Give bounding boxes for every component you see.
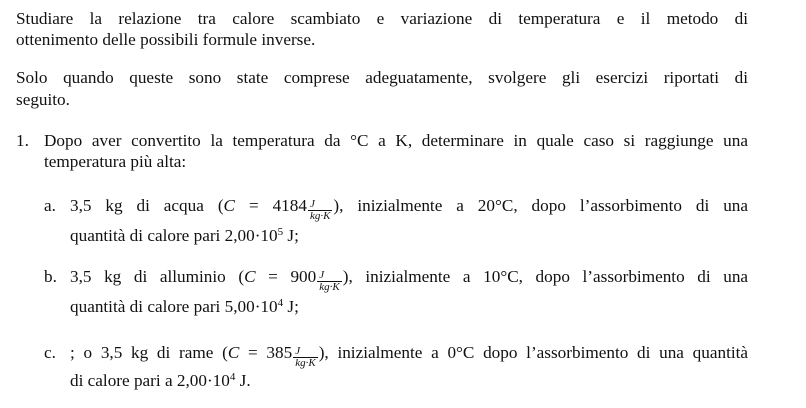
item-a-line-2-text: quantità di calore pari 2,00·10 [70, 226, 278, 245]
item-a-exponent: 5 [277, 226, 284, 238]
item-b-unit-numerator: J [319, 269, 325, 281]
item-a-label: a. [44, 196, 56, 215]
item-a-unit-numerator: J [309, 198, 315, 210]
item-c-prefix: ; o [70, 343, 93, 362]
item-c-close-paren: ), [318, 343, 329, 362]
item-c-line-1 [70, 342, 748, 369]
item-c-c-value: 385 [266, 343, 293, 362]
item-c-line-2-text: di calore pari a 2,00·10 [70, 371, 230, 390]
item-a-line-2 [70, 225, 299, 247]
item-a-unit-fraction [308, 199, 332, 222]
item-a-c-value: 4184 [272, 196, 307, 215]
item-b-label: b. [44, 267, 57, 286]
exercise-number: 1. [16, 131, 29, 150]
item-c-line-2 [70, 370, 251, 392]
item-b-exponent: 4 [277, 297, 284, 309]
exercise-prompt-line-1: Dopo aver convertito la temperatura da °C a K, determinare in quale caso si raggiunge una [44, 131, 748, 150]
item-c-label: c. [44, 343, 56, 362]
item-a-close-paren: ), [333, 196, 344, 215]
intro-paragraph-2-line-1: Solo quando queste sono state comprese adeguatamente, svolgere gli esercizi riportati di [16, 68, 748, 87]
item-c-mass: 3,5 kg di rame [100, 343, 214, 362]
item-a-c-symbol: C [223, 196, 236, 215]
item-b-unit-denominator: kg·K [319, 281, 340, 293]
item-a-rest-1: inizialmente a 20°C, dopo l’assorbimento di una [357, 196, 749, 215]
item-c-equals: = [248, 343, 258, 362]
item-b-line-2 [70, 296, 299, 318]
intro-paragraph-line-1: Studiare la relazione tra calore scambiato e variazione di temperatura e il metodo di [16, 9, 748, 28]
item-b-c-value: 900 [290, 267, 317, 286]
item-b-unit-fraction [317, 270, 341, 293]
item-c-line-2-unit: J. [235, 371, 251, 390]
item-b-line-2-text: quantità di calore pari 5,00·10 [70, 297, 278, 316]
item-a-line-1 [70, 195, 748, 222]
item-c-rest-1: inizialmente a 0°C dopo l’assorbimento di una quantità [337, 343, 749, 362]
intro-paragraph-2-line-2: seguito. [16, 90, 70, 109]
item-b-close-paren: ), [342, 267, 353, 286]
item-c-unit-fraction [293, 346, 317, 369]
item-c-c-symbol: C [227, 343, 240, 362]
item-b-line-2-unit: J; [283, 297, 299, 316]
item-b-equals: = [268, 267, 278, 286]
item-a-open-paren: ( [217, 196, 224, 215]
item-a-line-2-unit: J; [283, 226, 299, 245]
item-c-exponent: 4 [229, 371, 236, 383]
item-b-c-symbol: C [244, 267, 256, 286]
item-a-unit-denominator: kg·K [309, 210, 331, 222]
item-b-mass: 3,5 kg di alluminio [70, 267, 226, 286]
item-b-line-1 [70, 266, 748, 293]
intro-paragraph-line-2: ottenimento delle possibili formule inverse. [16, 30, 316, 49]
exercise-prompt-line-2: temperatura più alta: [44, 152, 187, 171]
item-b-open-paren: ( [238, 267, 245, 286]
item-a-equals: = [248, 196, 259, 215]
item-c-unit-denominator: kg·K [295, 357, 316, 369]
item-c-open-paren: ( [222, 343, 228, 362]
item-a-mass: 3,5 kg di acqua [70, 196, 204, 215]
item-b-rest-1: inizialmente a 10°C, dopo l’assorbimento di una [365, 267, 749, 286]
item-c-unit-numerator: J [295, 345, 301, 357]
